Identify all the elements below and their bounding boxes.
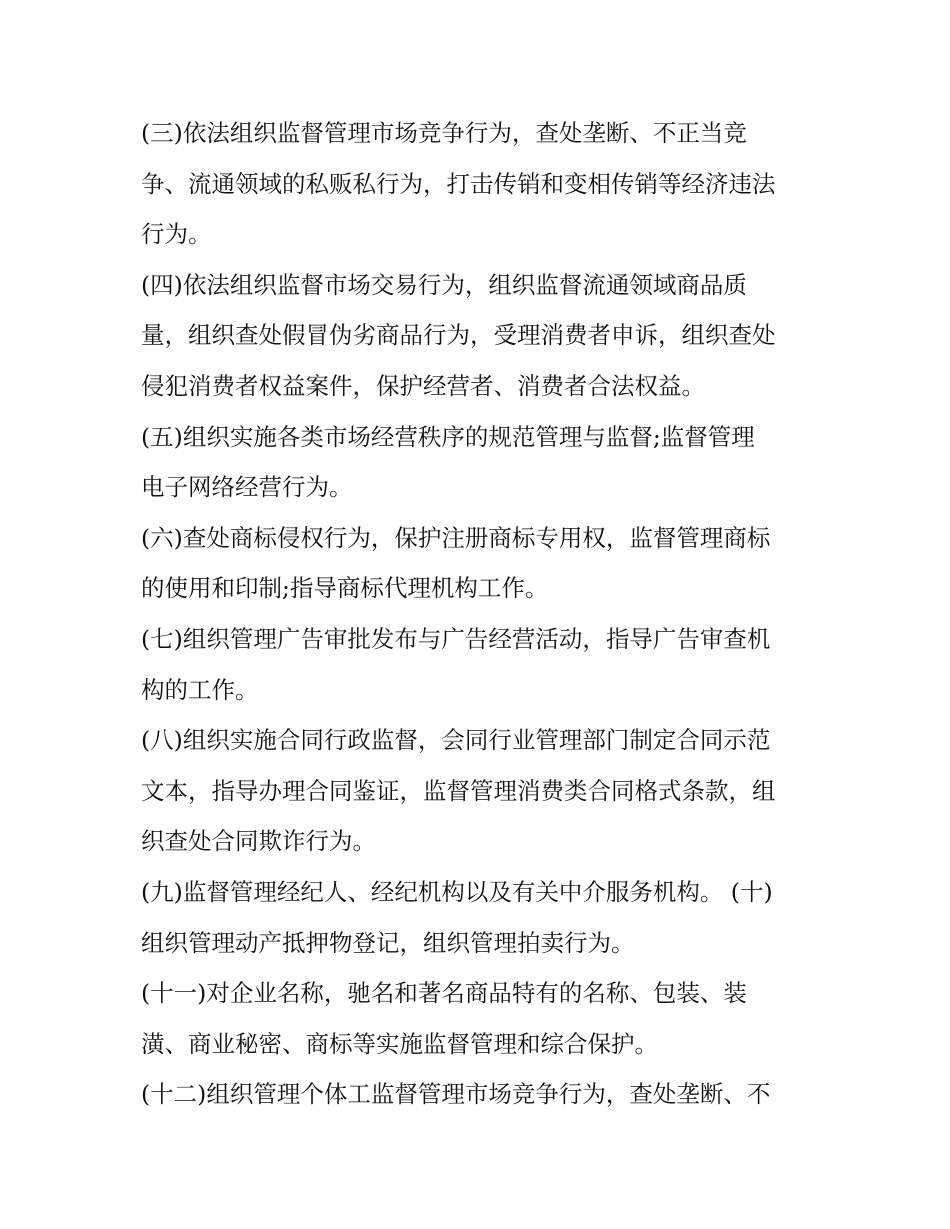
text-line: 组织管理动产抵押物登记，组织管理拍卖行为。 xyxy=(141,928,635,957)
text-line: 量，组织查处假冒伪劣商品行为，受理消费者申诉，组织查处 xyxy=(141,321,776,350)
document-body xyxy=(141,108,811,1120)
text-line: (四)依法组织监督市场交易行为，组织监督流通领域商品质 xyxy=(141,270,747,299)
text-line: 织查处合同欺诈行为。 xyxy=(141,827,376,856)
text-line: 侵犯消费者权益案件，保护经营者、消费者合法权益。 xyxy=(141,371,705,400)
text-line: (六)查处商标侵权行为，保护注册商标专用权，监督管理商标 xyxy=(141,523,771,552)
text-line: 构的工作。 xyxy=(141,675,259,704)
text-line: 行为。 xyxy=(141,220,212,249)
text-line: (十一)对企业名称，驰名和著名商品特有的名称、包装、装 xyxy=(141,979,747,1008)
text-line: (三)依法组织监督管理市场竞争行为，查处垄断、不正当竞 xyxy=(141,119,747,147)
text-line: (七)组织管理广告审批发布与广告经营活动，指导广告审查机 xyxy=(141,624,771,653)
text-line: 潢、商业秘密、商标等实施监督管理和综合保护。 xyxy=(141,1029,658,1058)
text-line: 文本，指导办理合同鉴证，监督管理消费类合同格式条款，组 xyxy=(141,776,776,805)
text-line: (八)组织实施合同行政监督，会同行业管理部门制定合同示范 xyxy=(141,726,771,755)
text-line: 电子网络经营行为。 xyxy=(141,473,353,502)
text-line: (十二)组织管理个体工监督管理市场竞争行为，查处垄断、不 xyxy=(141,1080,771,1109)
text-line: 争、流通领域的私贩私行为，打击传销和变相传销等经济违法 xyxy=(141,169,776,198)
text-line: (九)监督管理经纪人、经纪机构以及有关中介服务机构。 (十) xyxy=(141,877,773,906)
text-line: 的使用和印制;指导商标代理机构工作。 xyxy=(141,574,549,603)
text-line: (五)组织实施各类市场经营秩序的规范管理与监督;监督管理 xyxy=(141,422,755,451)
